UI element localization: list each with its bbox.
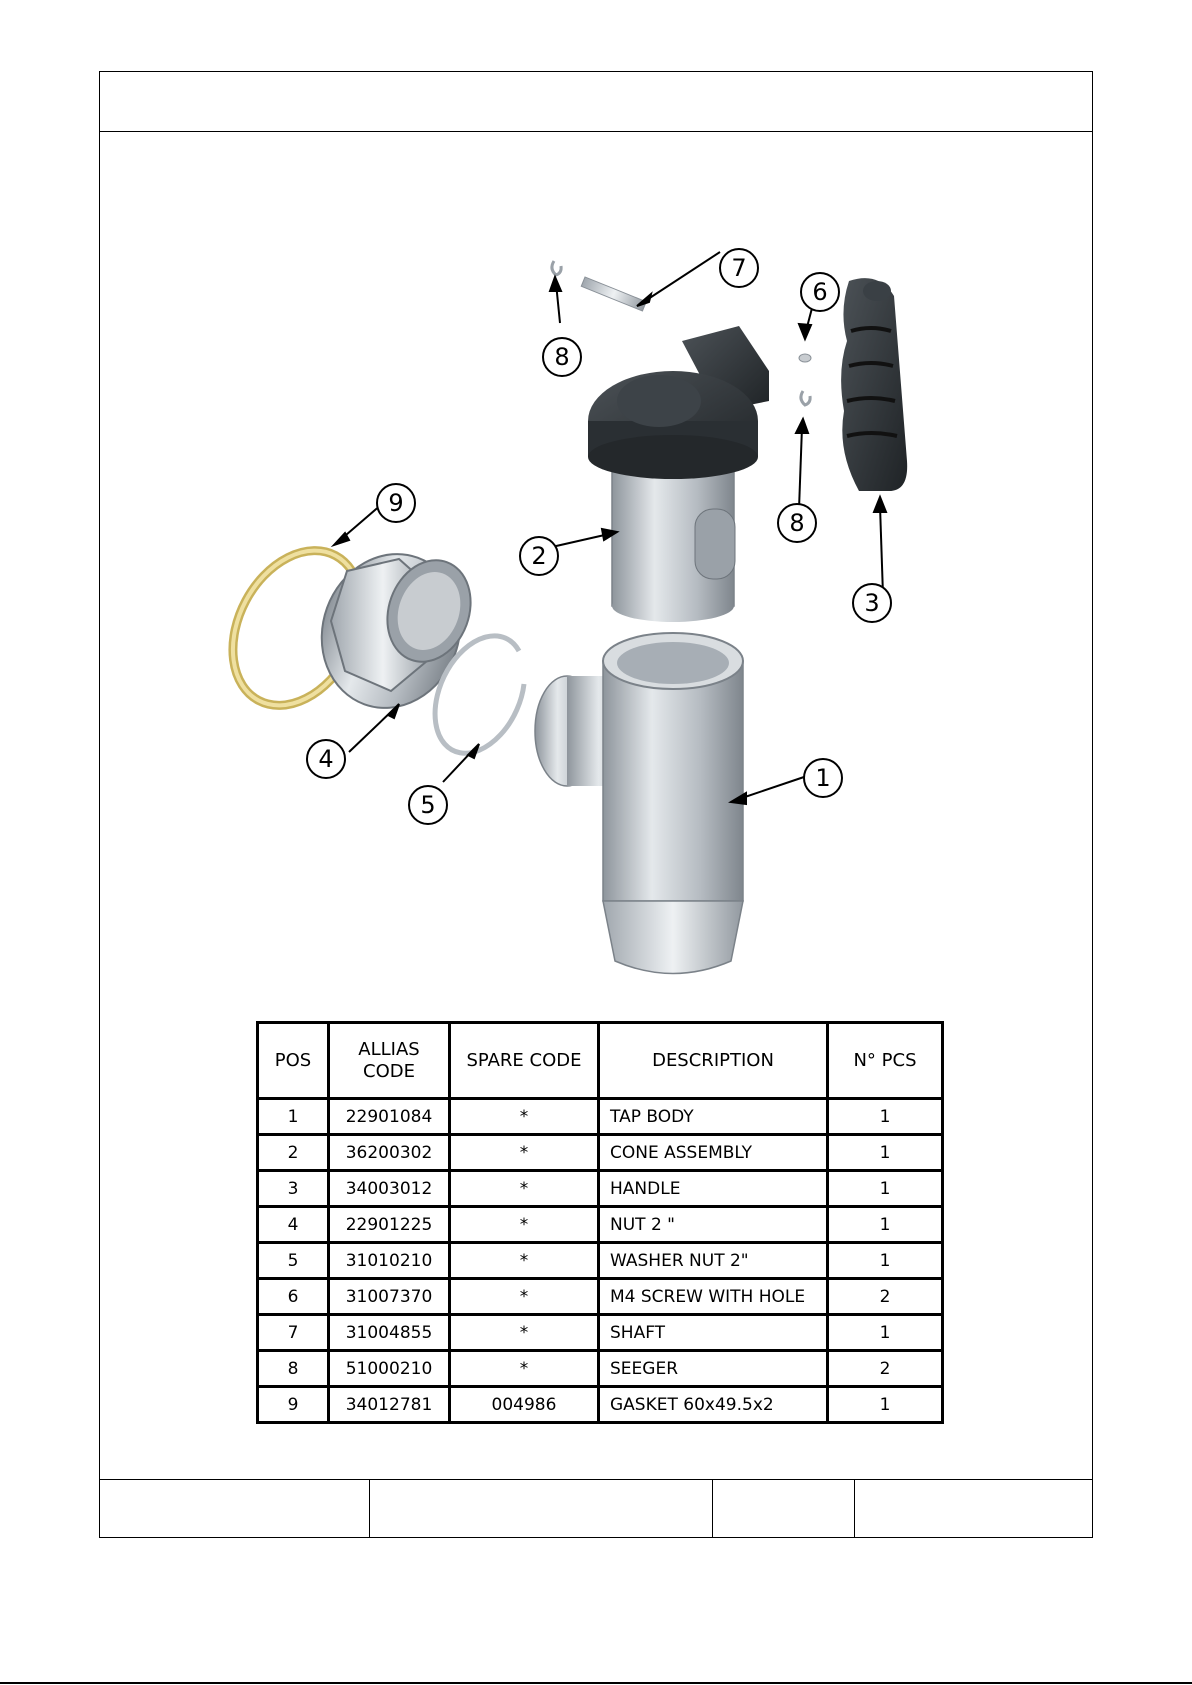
cell-pos: 8 [258,1351,329,1387]
cell-description: CONE ASSEMBLY [599,1135,828,1171]
table-row [258,1207,943,1243]
callout-2 [520,537,558,575]
cell-description: WASHER NUT 2" [599,1243,828,1279]
cell-pcs: 1 [828,1207,943,1243]
cell-pos: 7 [258,1315,329,1351]
header-pos: POS [258,1023,329,1099]
cell-description: SHAFT [599,1315,828,1351]
table-row [258,1387,943,1423]
callout-3 [853,584,891,622]
cell-pcs: 2 [828,1279,943,1315]
cell-description: M4 SCREW WITH HOLE [599,1279,828,1315]
cell-pcs: 1 [828,1243,943,1279]
cell-spare: * [450,1207,599,1243]
cell-alias: 34012781 [329,1387,450,1423]
handle-part [841,278,907,491]
parts-list-table [256,1021,944,1424]
cell-alias: 31010210 [329,1243,450,1279]
header-alias-line1: ALLIAS [358,1038,420,1060]
cell-pcs: 1 [828,1387,943,1423]
cell-alias: 22901225 [329,1207,450,1243]
cell-pcs: 1 [828,1315,943,1351]
cell-alias: 36200302 [329,1135,450,1171]
footer-divider [712,1480,713,1537]
cell-alias: 22901084 [329,1099,450,1135]
seeger-part [801,391,810,405]
cell-spare: * [450,1171,599,1207]
table-row [258,1351,943,1387]
svg-text:8: 8 [554,343,570,371]
header-spare-code: SPARE CODE [450,1023,599,1099]
table-row [258,1243,943,1279]
cell-description: SEEGER [599,1351,828,1387]
screw-part [799,354,811,362]
cell-spare: * [450,1243,599,1279]
cell-pos: 2 [258,1135,329,1171]
footer-divider [369,1480,370,1537]
cell-alias: 34003012 [329,1171,450,1207]
cell-spare: * [450,1351,599,1387]
cell-spare: * [450,1315,599,1351]
svg-text:7: 7 [731,254,747,282]
table-row [258,1279,943,1315]
header-description: DESCRIPTION [599,1023,828,1099]
callout-5 [409,786,447,824]
callout-7 [720,249,758,287]
svg-text:3: 3 [864,589,880,617]
callout-4 [307,740,345,778]
cell-pos: 5 [258,1243,329,1279]
header-alias-line2: CODE [363,1060,415,1082]
cell-spare: * [450,1135,599,1171]
cell-pcs: 1 [828,1171,943,1207]
cell-pcs: 1 [828,1135,943,1171]
footer-divider [854,1480,855,1537]
callout-6 [801,273,839,311]
callout-8a [543,338,581,376]
table-row [258,1171,943,1207]
cell-spare: * [450,1099,599,1135]
header-pcs: N° PCS [828,1023,943,1099]
cell-pos: 6 [258,1279,329,1315]
cell-spare: 004986 [450,1387,599,1423]
nut-part [300,534,484,727]
cone-assembly-part [588,326,769,622]
tap-body-part [535,633,743,974]
svg-text:5: 5 [420,791,436,819]
header-alias-code [329,1023,450,1099]
table-row [258,1099,943,1135]
svg-text:4: 4 [318,745,334,773]
cell-alias: 51000210 [329,1351,450,1387]
cell-description: TAP BODY [599,1099,828,1135]
svg-text:8: 8 [789,509,805,537]
cell-pos: 3 [258,1171,329,1207]
seeger-part [552,261,561,275]
table-row [258,1315,943,1351]
svg-text:2: 2 [531,542,547,570]
page-bottom-rule [0,1682,1192,1684]
exploded-view-drawing [99,131,1093,991]
callout-8b [778,504,816,542]
table-header-row [258,1023,943,1099]
cell-description: NUT 2 " [599,1207,828,1243]
svg-text:1: 1 [815,764,831,792]
title-block-footer [100,1479,1092,1537]
cell-pcs: 2 [828,1351,943,1387]
table-row [258,1135,943,1171]
cell-alias: 31007370 [329,1279,450,1315]
title-block-header [100,72,1092,132]
cell-pos: 1 [258,1099,329,1135]
cell-spare: * [450,1279,599,1315]
cell-pos: 4 [258,1207,329,1243]
svg-text:9: 9 [388,489,404,517]
cell-alias: 31004855 [329,1315,450,1351]
cell-description: GASKET 60x49.5x2 [599,1387,828,1423]
cell-pos: 9 [258,1387,329,1423]
cell-pcs: 1 [828,1099,943,1135]
callout-9 [377,484,415,522]
cell-description: HANDLE [599,1171,828,1207]
svg-text:6: 6 [812,278,828,306]
callout-1 [804,759,842,797]
shaft-part [581,277,646,311]
